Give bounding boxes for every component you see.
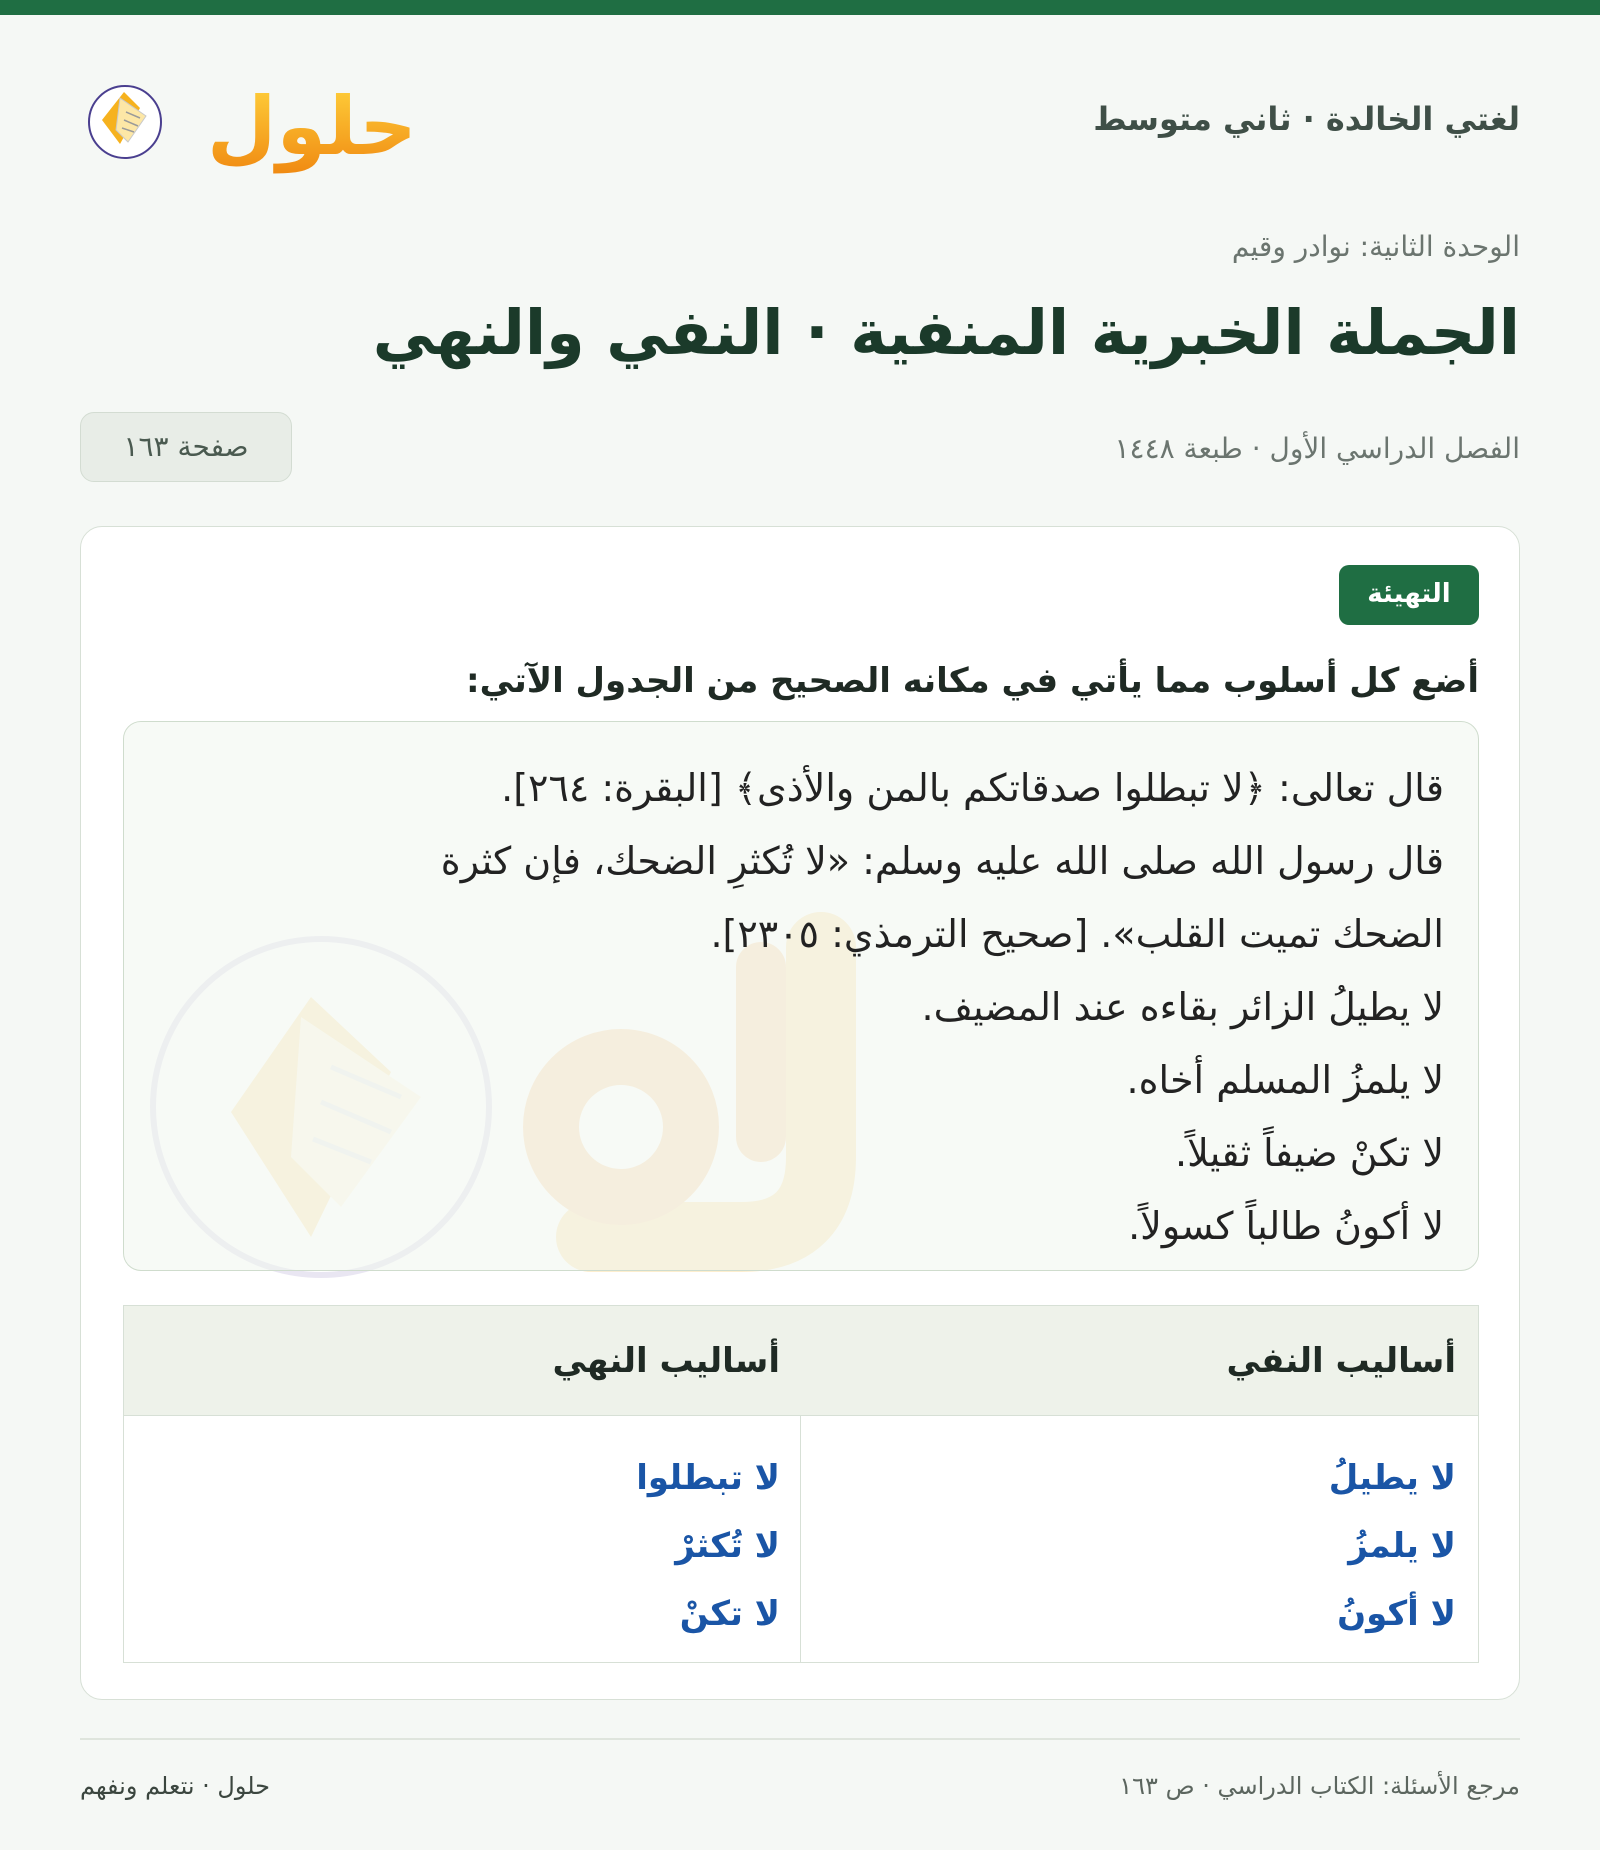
- examples-box: [123, 721, 1479, 1271]
- section-badge-warmup: التهيئة: [1339, 565, 1479, 625]
- hulul-logo[interactable]: [80, 68, 417, 186]
- top-accent-bar: [0, 0, 1600, 15]
- example-line: الضحك تميت القلب». [صحيح الترمذي: ٢٣٠٥].: [710, 912, 1444, 956]
- footer-reference: مرجع الأسئلة: الكتاب الدراسي · ص ١٦٣: [1119, 1772, 1520, 1800]
- example-line: لا يطيلُ الزائر بقاءه عند المضيف.: [921, 985, 1444, 1029]
- footer-divider: [80, 1738, 1520, 1740]
- book-title: لغتي الخالدة · ثاني متوسط: [1093, 100, 1520, 138]
- negation-header: أساليب النفي: [801, 1306, 1478, 1416]
- book-icon: [89, 86, 161, 158]
- example-line: لا تكنْ ضيفاً ثقيلاً.: [1175, 1131, 1444, 1175]
- negation-answer: لا يطيلُ: [1328, 1458, 1456, 1498]
- lesson-title: الجملة الخبرية المنفية · النفي والنهي: [372, 296, 1520, 369]
- semester-edition: الفصل الدراسي الأول · طبعة ١٤٤٨: [1114, 432, 1520, 465]
- example-line: لا يلمزُ المسلم أخاه.: [1126, 1058, 1444, 1102]
- prohibition-answer: لا تبطلوا: [636, 1458, 780, 1498]
- prohibition-header: أساليب النهي: [124, 1306, 802, 1416]
- negation-column: [800, 1306, 1478, 1662]
- unit-name: الوحدة الثانية: نوادر وقيم: [1231, 230, 1520, 263]
- example-line: لا أكونُ طالباً كسولاً.: [1128, 1204, 1444, 1248]
- page-number-badge: صفحة ١٦٣: [80, 412, 292, 482]
- exercise-card: [80, 526, 1520, 1700]
- footer-brand[interactable]: حلول · نتعلم ونفهم: [80, 1772, 270, 1800]
- logo-wordmark: حلول: [207, 80, 417, 173]
- exercise-instruction: أضع كل أسلوب مما يأتي في مكانه الصحيح من الجدول الآتي:: [465, 661, 1479, 701]
- prohibition-answer: لا تُكثرْ: [675, 1526, 780, 1566]
- answer-table: [123, 1305, 1479, 1663]
- example-line: قال تعالى: ﴿لا تبطلوا صدقاتكم بالمن والأذى﴾ [البقرة: ٢٦٤].: [501, 766, 1444, 810]
- prohibition-answer: لا تكنْ: [679, 1594, 780, 1634]
- page-header: [80, 60, 1520, 190]
- negation-answer: لا يلمزُ: [1348, 1526, 1456, 1566]
- prohibition-column: [124, 1306, 802, 1662]
- example-line: قال رسول الله صلى الله عليه وسلم: «لا تُكثرِ الضحك، فإن كثرة: [440, 839, 1444, 883]
- negation-answer: لا أكونُ: [1337, 1594, 1456, 1634]
